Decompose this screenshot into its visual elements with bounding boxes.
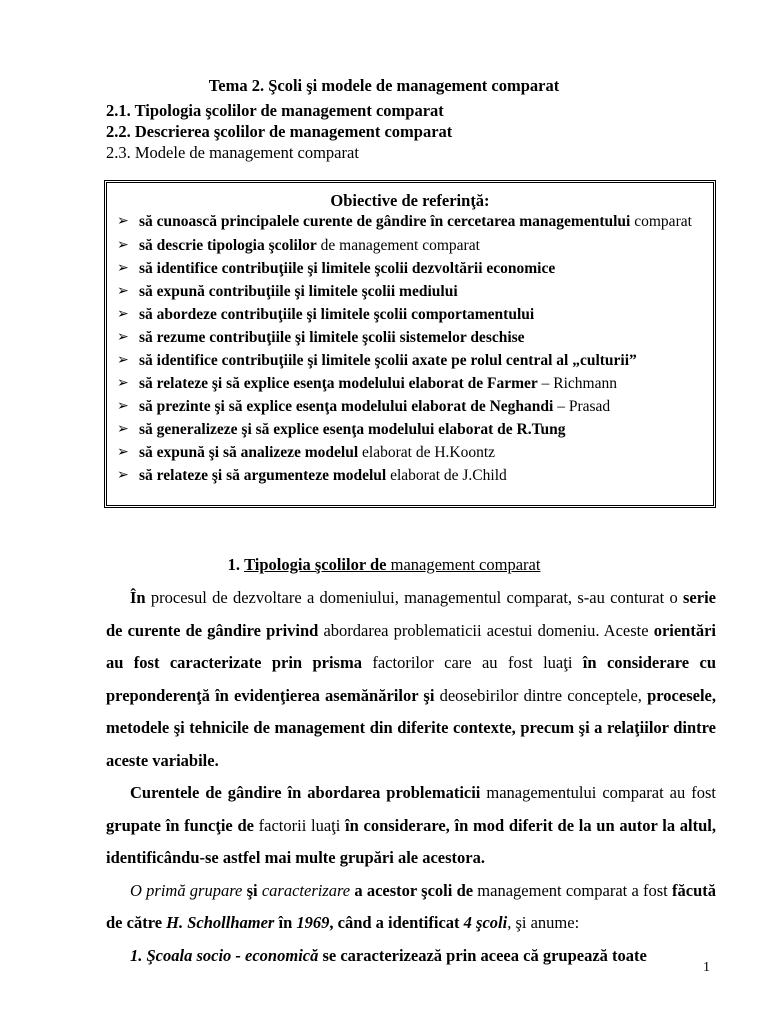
objective-item: ➢ să relateze şi să explice esenţa modelului elaborat de Farmer – Richmann [113, 372, 707, 395]
arrow-bullet-icon: ➢ [117, 468, 129, 483]
objective-item: ➢ să expună contribuţiile şi limitele şcolii mediului [113, 280, 707, 303]
objective-item: ➢ să identifice contribuţiile şi limitele şcolii dezvoltării economice [113, 257, 707, 280]
body-text [106, 582, 716, 972]
arrow-bullet-icon: ➢ [117, 284, 129, 299]
subtitle-item: 2.2. Descrierea şcolilor de management comparat [106, 122, 453, 141]
section-title: Tipologia şcolilor de management comparat [244, 555, 541, 574]
objectives-heading: Obiective de referinţă: [330, 191, 490, 210]
arrow-bullet-icon: ➢ [117, 445, 129, 460]
arrow-bullet-icon: ➢ [117, 214, 129, 229]
paragraph: 1. Şcoala socio - economică se caracterizează prin aceea că grupează toate [130, 945, 647, 965]
page-number: 1 [703, 960, 710, 975]
paragraph: Curentele de gândire în abordarea problematicii managementului comparat au fost grupate în funcţie de factorii luaţi în considerare, în mod diferit de la un autor la altul, identificându-se astfel mai multe grupări ale acestora. [106, 783, 716, 867]
arrow-bullet-icon: ➢ [117, 330, 129, 345]
objective-item: ➢ să prezinte şi să explice esenţa modelului elaborat de Neghandi – Prasad [113, 395, 707, 418]
arrow-bullet-icon: ➢ [117, 238, 129, 253]
arrow-bullet-icon: ➢ [117, 399, 129, 414]
arrow-bullet-icon: ➢ [117, 307, 129, 322]
section-number: 1. [227, 555, 240, 574]
objective-item: ➢ să expună şi să analizeze modelul elaborat de H.Koontz [113, 441, 707, 464]
subtitle-list [106, 100, 452, 163]
objective-item: ➢ să abordeze contribuţiile şi limitele şcolii comportamentului [113, 303, 707, 326]
subtitle-item: 2.1. Tipologia şcolilor de management comparat [106, 101, 444, 120]
arrow-bullet-icon: ➢ [117, 422, 129, 437]
arrow-bullet-icon: ➢ [117, 376, 129, 391]
arrow-bullet-icon: ➢ [117, 353, 129, 368]
page-title: Tema 2. Şcoli şi modele de management comparat [208, 76, 560, 95]
section-heading [0, 555, 768, 575]
paragraph: În procesul de dezvoltare a domeniului, managementul comparat, s-au conturat o serie de curente de gândire privind abordarea problematicii acestui domeniu. Aceste orientări au fost caracterizate prin prisma factorilor care au fost luaţi în considerare cu preponderenţă în evidenţierea asemănărilor şi deosebirilor dintre conceptele, procesele, metodele şi tehnicile de management din diferite contexte, precum şi a relaţiilor dintre aceste variabile. [106, 588, 717, 770]
objective-item: ➢ să cunoască principalele curente de gândire în cercetarea managementului comparat [117, 213, 692, 230]
objectives-box [104, 180, 716, 508]
objective-item: ➢ să descrie tipologia şcolilor de management comparat [113, 234, 707, 257]
objective-item: ➢ să identifice contribuţiile şi limitele şcolii axate pe rolul central al „culturii” [113, 349, 707, 372]
subtitle-item: 2.3. Modele de management comparat [106, 143, 359, 162]
paragraph: O primă grupare şi caracterizare a acestor şcoli de management comparat a fost făcută de către H. Schollhamer în 1969, când a identificat 4 şcoli, şi anume: [106, 880, 716, 932]
objectives-list [113, 212, 707, 487]
objective-item: ➢ să rezume contribuţiile şi limitele şcolii sistemelor deschise [113, 326, 707, 349]
arrow-bullet-icon: ➢ [117, 261, 129, 276]
objective-item: ➢ să generalizeze şi să explice esenţa modelului elaborat de R.Tung [113, 418, 707, 441]
objective-item: ➢ să relateze şi să argumenteze modelul elaborat de J.Child [113, 464, 707, 487]
